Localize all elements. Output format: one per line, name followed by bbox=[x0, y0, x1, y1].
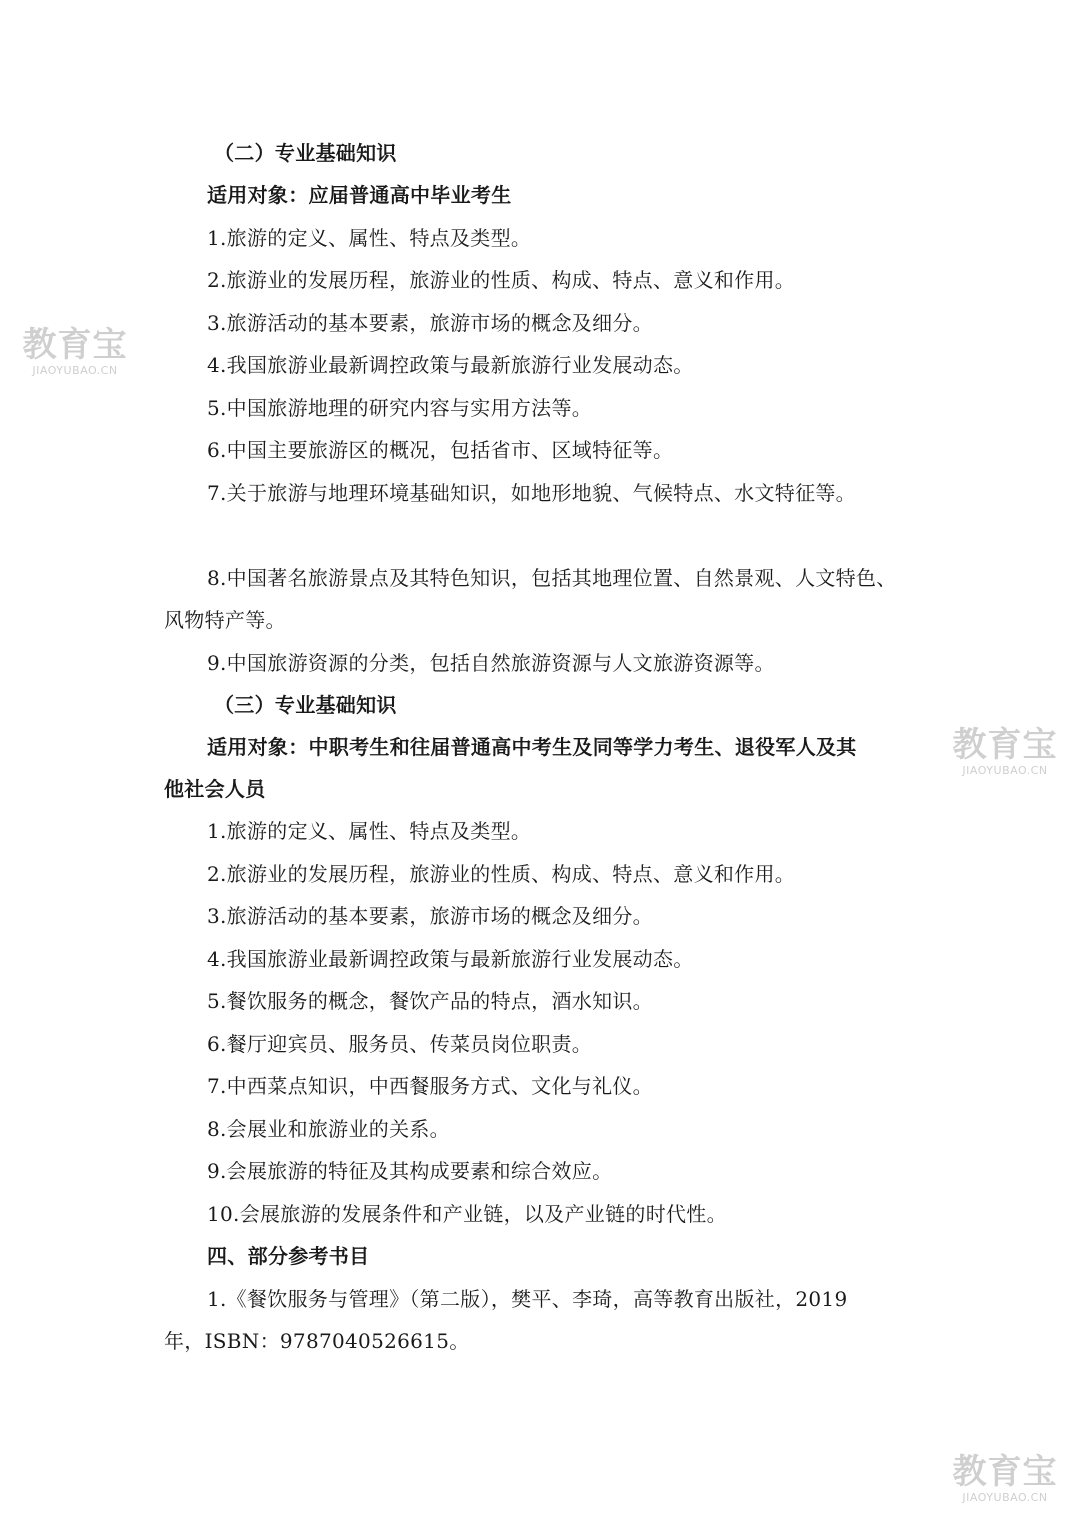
section3-item-10: 10.会展旅游的发展条件和产业链，以及产业链的时代性。 bbox=[207, 1202, 727, 1226]
section2-item-5: 5.中国旅游地理的研究内容与实用方法等。 bbox=[207, 396, 593, 420]
section3-item-2: 2.旅游业的发展历程，旅游业的性质、构成、特点、意义和作用。 bbox=[207, 862, 796, 886]
section3-item-1: 1.旅游的定义、属性、特点及类型。 bbox=[207, 819, 532, 843]
section2-item-3: 3.旅游活动的基本要素，旅游市场的概念及细分。 bbox=[207, 311, 653, 335]
watermark-logo: 教育宝 JIAOYUBAO.CN bbox=[22, 325, 128, 377]
section3-item-9: 9.会展旅游的特征及其构成要素和综合效应。 bbox=[207, 1159, 613, 1183]
section3-item-4: 4.我国旅游业最新调控政策与最新旅游行业发展动态。 bbox=[207, 947, 694, 971]
section3-item-7: 7.中西菜点知识，中西餐服务方式、文化与礼仪。 bbox=[207, 1074, 653, 1098]
section2-item-4: 4.我国旅游业最新调控政策与最新旅游行业发展动态。 bbox=[207, 353, 694, 377]
reference-1: 1.《餐饮服务与管理》（第二版），樊平、李琦，高等教育出版社，2019 bbox=[207, 1287, 848, 1311]
section2-audience: 适用对象：应届普通高中毕业考生 bbox=[207, 183, 512, 207]
section2-item-8-continued: 风物特产等。 bbox=[164, 608, 286, 632]
reference-1-continued: 年，ISBN：9787040526615。 bbox=[164, 1329, 470, 1353]
section3-item-6: 6.餐厅迎宾员、服务员、传菜员岗位职责。 bbox=[207, 1032, 593, 1056]
section2-item-7: 7.关于旅游与地理环境基础知识，如地形地貌、气候特点、水文特征等。 bbox=[207, 481, 856, 505]
section3-audience: 适用对象：中职考生和往届普通高中考生及同等学力考生、退役军人及其 bbox=[207, 735, 857, 759]
section2-item-8: 8.中国著名旅游景点及其特色知识，包括其地理位置、自然景观、人文特色、 bbox=[207, 566, 897, 590]
section3-item-3: 3.旅游活动的基本要素，旅游市场的概念及细分。 bbox=[207, 904, 653, 928]
section2-item-1: 1.旅游的定义、属性、特点及类型。 bbox=[207, 226, 532, 250]
section2-item-2: 2.旅游业的发展历程，旅游业的性质、构成、特点、意义和作用。 bbox=[207, 268, 796, 292]
section2-item-9: 9.中国旅游资源的分类，包括自然旅游资源与人文旅游资源等。 bbox=[207, 651, 775, 675]
watermark-logo: 教育宝 JIAOYUBAO.CN bbox=[952, 1452, 1058, 1504]
watermark-logo: 教育宝 JIAOYUBAO.CN bbox=[952, 725, 1058, 777]
section2-heading: （二）专业基础知识 bbox=[214, 141, 397, 165]
section3-audience-continued: 他社会人员 bbox=[164, 777, 266, 801]
section3-item-5: 5.餐饮服务的概念，餐饮产品的特点，酒水知识。 bbox=[207, 989, 653, 1013]
section2-item-6: 6.中国主要旅游区的概况，包括省市、区域特征等。 bbox=[207, 438, 674, 462]
section3-heading: （三）专业基础知识 bbox=[214, 693, 397, 717]
section4-heading: 四、部分参考书目 bbox=[207, 1244, 370, 1268]
section3-item-8: 8.会展业和旅游业的关系。 bbox=[207, 1117, 450, 1141]
